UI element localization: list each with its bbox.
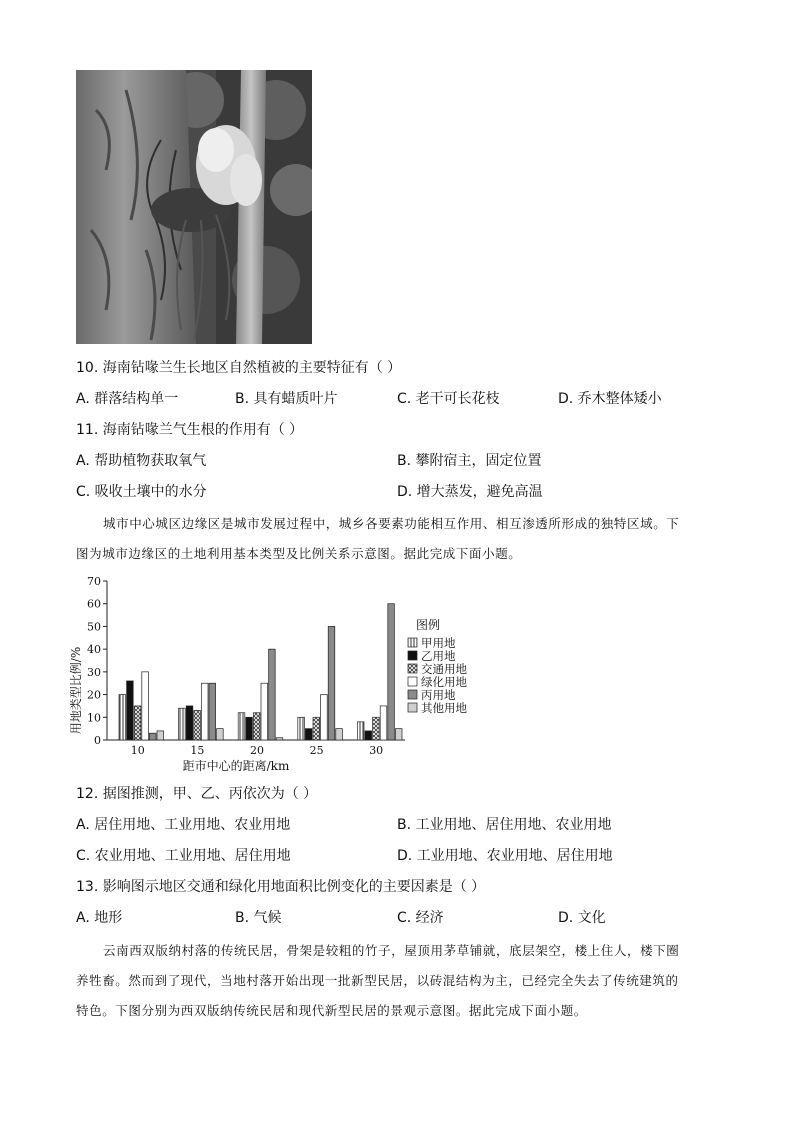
legend-label: 交通用地 — [421, 662, 467, 676]
y-tick-label: 30 — [87, 665, 101, 679]
bar-交通用地-30 — [373, 717, 380, 740]
chart-svg — [62, 572, 482, 777]
q10-option-c[interactable]: C. 老干可长花枝 — [397, 391, 500, 407]
q12-option-b[interactable]: B. 工业用地、居住用地、农业用地 — [397, 817, 612, 833]
x-tick-label: 15 — [190, 744, 205, 757]
bar-丙用地-25 — [328, 626, 335, 740]
y-tick-label: 20 — [87, 688, 101, 702]
bar-乙用地-20 — [246, 717, 253, 740]
q11-option-a[interactable]: A. 帮助植物获取氧气 — [76, 453, 207, 469]
bar-甲用地-10 — [119, 695, 126, 740]
bar-交通用地-10 — [134, 706, 141, 740]
y-axis-title: 用地类型比例/% — [69, 646, 83, 735]
legend-swatch — [408, 651, 417, 660]
bar-甲用地-20 — [238, 713, 245, 740]
question-10-stem: 10. 海南钻喙兰生长地区自然植被的主要特征有（ ） — [76, 360, 402, 376]
passage-2-line-1: 云南西双版纳村落的传统民居，骨架是较粗的竹子，屋顶用茅草铺就，底层架空，楼上住人，楼下圈 — [103, 943, 680, 958]
bar-乙用地-10 — [127, 681, 134, 740]
bar-交通用地-25 — [313, 717, 320, 740]
q11-option-d[interactable]: D. 增大蒸发，避免高温 — [397, 484, 543, 500]
bar-甲用地-25 — [298, 717, 305, 740]
x-tick-label: 20 — [250, 744, 264, 757]
q13-option-d[interactable]: D. 文化 — [558, 910, 606, 926]
bar-甲用地-15 — [179, 708, 186, 740]
bar-丙用地-20 — [269, 649, 276, 740]
legend-title: 图例 — [416, 618, 441, 632]
q13-option-c[interactable]: C. 经济 — [397, 910, 444, 926]
q10-option-d[interactable]: D. 乔木整体矮小 — [558, 391, 662, 407]
bar-交通用地-15 — [194, 710, 201, 740]
bar-绿化用地-20 — [261, 683, 268, 740]
x-tick-label: 30 — [369, 744, 384, 757]
q12-option-a[interactable]: A. 居住用地、工业用地、农业用地 — [76, 817, 291, 833]
y-tick-label: 10 — [87, 711, 101, 725]
bar-其他用地-10 — [157, 731, 164, 740]
y-tick-label: 50 — [87, 620, 101, 634]
bar-乙用地-30 — [365, 731, 372, 740]
bar-其他用地-20 — [276, 738, 283, 740]
land-use-bar-chart — [62, 572, 482, 777]
q12-option-c[interactable]: C. 农业用地、工业用地、居住用地 — [76, 848, 291, 864]
bar-绿化用地-25 — [321, 695, 328, 740]
bar-绿化用地-30 — [380, 706, 387, 740]
question-13-stem: 13. 影响图示地区交通和绿化用地面积比例变化的主要因素是（ ） — [76, 879, 486, 895]
q13-option-a[interactable]: A. 地形 — [76, 910, 123, 926]
q10-option-b[interactable]: B. 具有蜡质叶片 — [235, 391, 338, 407]
q11-option-b[interactable]: B. 攀附宿主，固定位置 — [397, 453, 542, 469]
y-tick-label: 70 — [87, 575, 101, 588]
legend-swatch — [408, 690, 417, 699]
question-12-stem: 12. 据图推测，甲、乙、丙依次为（ ） — [76, 786, 318, 802]
x-tick-label: 25 — [309, 744, 324, 757]
bar-丙用地-15 — [209, 683, 216, 740]
y-tick-label: 40 — [87, 643, 101, 657]
passage-2-line-3: 特色。下图分别为西双版纳传统民居和现代新型民居的景观示意图。据此完成下面小题。 — [76, 1003, 587, 1018]
bar-其他用地-30 — [395, 729, 402, 740]
bar-甲用地-30 — [357, 722, 364, 740]
orchid-photo — [76, 70, 312, 344]
passage-1-line-2: 图为城市边缘区的土地利用基本类型及比例关系示意图。据此完成下面小题。 — [76, 546, 522, 561]
bar-乙用地-15 — [186, 706, 193, 740]
x-tick-label: 10 — [130, 744, 145, 757]
q13-option-b[interactable]: B. 气候 — [235, 910, 282, 926]
legend-swatch — [408, 703, 417, 712]
question-11-stem: 11. 海南钻喙兰气生根的作用有（ ） — [76, 422, 304, 438]
bar-其他用地-15 — [217, 729, 224, 740]
bar-绿化用地-10 — [142, 672, 149, 740]
x-axis-title: 距市中心的距离/km — [182, 759, 290, 773]
legend-label: 其他用地 — [421, 701, 467, 715]
q12-option-d[interactable]: D. 工业用地、农业用地、居住用地 — [397, 848, 613, 864]
bar-交通用地-20 — [253, 713, 260, 740]
legend-label: 乙用地 — [421, 649, 456, 663]
legend-label: 丙用地 — [421, 688, 456, 702]
y-tick-label: 60 — [87, 597, 101, 611]
y-tick-label: 0 — [94, 734, 101, 747]
bar-丙用地-10 — [149, 733, 156, 740]
legend-swatch — [408, 677, 417, 686]
bar-绿化用地-15 — [201, 683, 208, 740]
legend-label: 甲用地 — [421, 636, 456, 650]
legend-swatch — [408, 638, 417, 647]
legend-label: 绿化用地 — [421, 675, 467, 689]
q10-option-a[interactable]: A. 群落结构单一 — [76, 391, 179, 407]
bar-丙用地-30 — [388, 604, 395, 740]
passage-1-line-1: 城市中心城区边缘区是城市发展过程中，城乡各要素功能相互作用、相互渗透所形成的独特区域。下 — [103, 516, 680, 531]
legend-swatch — [408, 664, 417, 673]
bar-乙用地-25 — [305, 729, 312, 740]
bar-其他用地-25 — [336, 729, 343, 740]
q11-option-c[interactable]: C. 吸收土壤中的水分 — [76, 484, 207, 500]
passage-2-line-2: 养牲畜。然而到了现代，当地村落开始出现一批新型民居，以砖混结构为主，已经完全失去了传统建筑的 — [76, 973, 679, 988]
